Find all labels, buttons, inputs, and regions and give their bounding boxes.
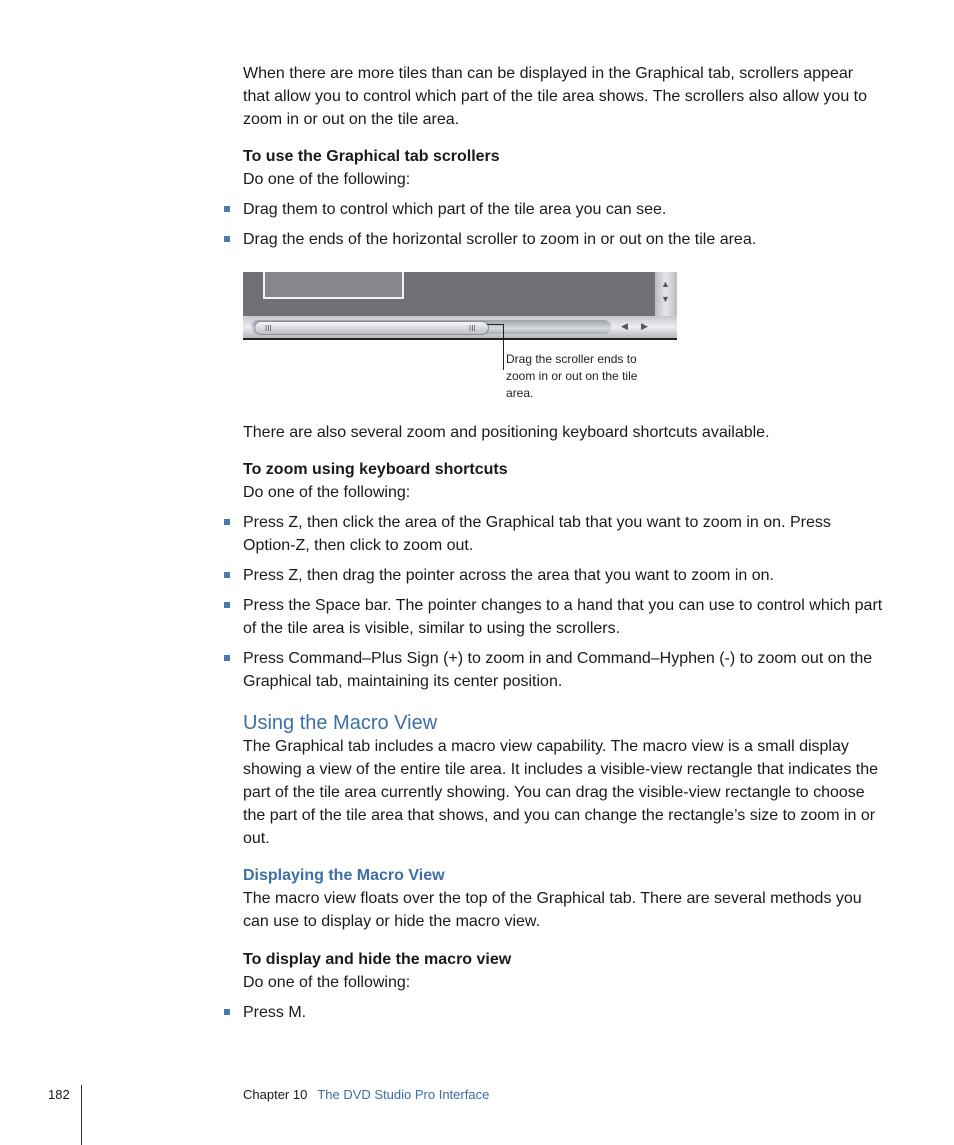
- procedure-lead: Do one of the following:: [243, 484, 411, 501]
- chapter-title-link[interactable]: The DVD Studio Pro Interface: [317, 1087, 490, 1102]
- callout-line: [487, 324, 504, 325]
- list-item: Press Z, then drag the pointer across the area that you want to zoom in on.: [243, 564, 883, 587]
- left-arrow-icon[interactable]: ◀: [621, 321, 628, 331]
- bullet-square-icon: [224, 1009, 230, 1015]
- callout-text: Drag the scroller ends to zoom in or out on the tile area.: [506, 352, 638, 400]
- horizontal-scroller[interactable]: [243, 316, 677, 338]
- procedure-title: To zoom using keyboard shortcuts: [243, 461, 508, 478]
- bullet-square-icon: [224, 519, 230, 525]
- chapter-label: Chapter 10: [243, 1087, 308, 1102]
- scroller-figure: [243, 272, 677, 340]
- figure-baseline: [243, 338, 677, 340]
- subsection-heading: Displaying the Macro View: [243, 867, 445, 884]
- procedure-lead: Do one of the following:: [243, 974, 411, 991]
- footer-divider: [81, 1085, 82, 1145]
- shortcuts-intro: There are also several zoom and positioning keyboard shortcuts available.: [243, 424, 770, 441]
- right-grip-icon[interactable]: III: [469, 324, 476, 333]
- vertical-scroller[interactable]: [655, 272, 677, 316]
- subsection-body: The macro view floats over the top of the Graphical tab. There are several methods you can use to display or hide the macro view.: [243, 890, 862, 930]
- tile: [263, 272, 404, 299]
- list-item: Press M.: [243, 1001, 883, 1024]
- section-macro-view: [243, 711, 883, 850]
- list-item: Press the Space bar. The pointer changes to a hand that you can use to control which part of the tile area is visible, similar to using the scrollers.: [243, 594, 883, 640]
- procedure-scrollers: [243, 145, 883, 191]
- section-body: The Graphical tab includes a macro view capability. The macro view is a small display showing a view of the entire tile area. It includes a visible-view rectangle that indicates the part of the tile area currently showing. You can drag the visible-view rectangle to choose the part of the tile area that shows, and you can change the rectangle’s size to zoom in or out.: [243, 738, 879, 847]
- procedure-macro-view: [243, 948, 883, 994]
- subsection-displaying: [243, 865, 883, 933]
- page-number: 182: [48, 1087, 70, 1102]
- bullet-square-icon: [224, 572, 230, 578]
- footer-chapter: [243, 1086, 489, 1104]
- bullet-square-icon: [224, 655, 230, 661]
- list-item: Drag them to control which part of the tile area you can see.: [243, 198, 883, 221]
- left-grip-icon[interactable]: III: [265, 324, 272, 333]
- procedure-lead: Do one of the following:: [243, 171, 411, 188]
- list-item: Drag the ends of the horizontal scroller to zoom in or out on the tile area.: [243, 228, 883, 251]
- down-arrow-icon[interactable]: ▼: [661, 294, 670, 304]
- list-item: Press Z, then click the area of the Graphical tab that you want to zoom in on. Press Option-Z, then click to zoom out.: [243, 511, 883, 557]
- bullet-square-icon: [224, 602, 230, 608]
- procedure-title: To use the Graphical tab scrollers: [243, 148, 500, 165]
- callout-line: [503, 324, 504, 370]
- right-arrow-icon[interactable]: ▶: [641, 321, 648, 331]
- bullet-square-icon: [224, 206, 230, 212]
- procedure-title: To display and hide the macro view: [243, 951, 512, 968]
- list-item: Press Command–Plus Sign (+) to zoom in and Command–Hyphen (-) to zoom out on the Graphical tab, maintaining its center position.: [243, 647, 883, 693]
- tile-area: [243, 272, 655, 316]
- bullet-square-icon: [224, 236, 230, 242]
- up-arrow-icon[interactable]: ▲: [661, 279, 670, 289]
- intro-paragraph: When there are more tiles than can be displayed in the Graphical tab, scrollers appear that allow you to control which part of the tile area shows. The scrollers also allow you to zoom in or out on the tile area.: [243, 65, 868, 128]
- scroller-thumb[interactable]: [254, 321, 489, 335]
- procedure-keyboard: [243, 458, 883, 504]
- section-heading: Using the Macro View: [243, 712, 438, 734]
